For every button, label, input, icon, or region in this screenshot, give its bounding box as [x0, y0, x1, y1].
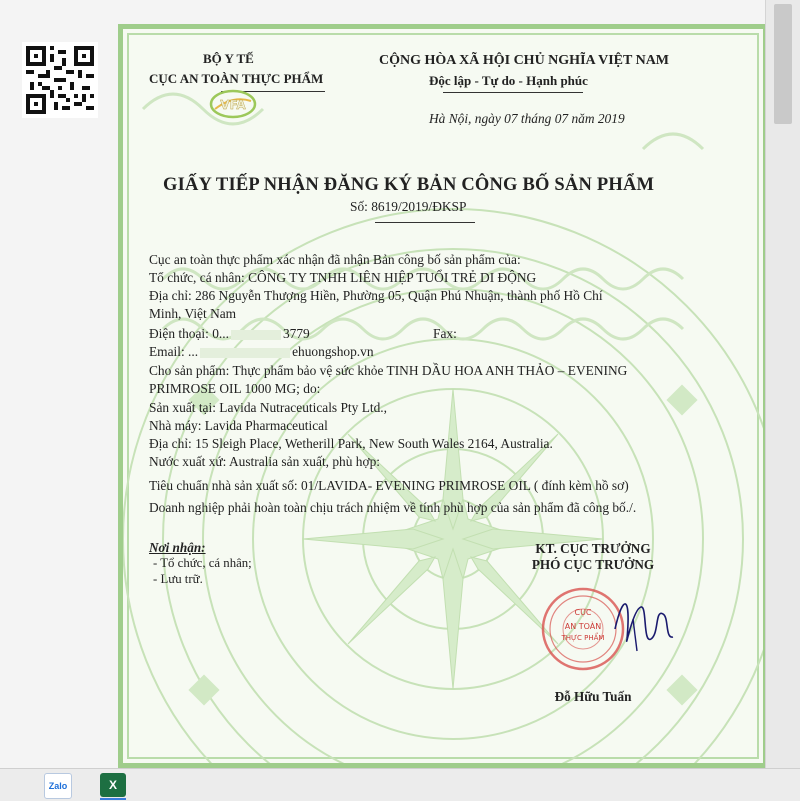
phone-line [149, 326, 310, 342]
republic-name: CỘNG HÒA XÃ HỘI CHỦ NGHĨA VIỆT NAM [379, 53, 670, 68]
stamp-text-bot: THỰC PHẨM [561, 634, 605, 642]
body-line: Cho sản phẩm: Thực phẩm bảo vệ sức khỏe TINH DẦU HOA ANH THẢO – EVENING [149, 363, 628, 378]
stamp-text-mid: AN TOÀN [564, 622, 602, 631]
stamp-text-top: CỤC [574, 608, 592, 617]
body-line: Cục an toàn thực phẩm xác nhận đã nhận Bản công bố sản phẩm của: [149, 252, 521, 267]
scrollbar-thumb[interactable] [774, 4, 792, 124]
signer-role-2: PHÓ CỤC TRƯỞNG [531, 557, 655, 572]
vfa-logo [209, 89, 257, 119]
vertical-scrollbar[interactable] [765, 0, 800, 768]
redacted-block [200, 348, 290, 358]
fax-label: Fax: [433, 326, 457, 341]
email-line [149, 344, 374, 360]
body-line: Tiêu chuẩn nhà sản xuất số: 01/LAVIDA- EVENING PRIMROSE OIL ( đính kèm hồ sơ) [149, 478, 629, 493]
body-line: Địa chỉ: 286 Nguyễn Thượng Hiền, Phường 05, Quận Phú Nhuận, thành phố Hồ Chí [149, 288, 603, 303]
taskbar [0, 768, 800, 801]
handwritten-signature [603, 589, 683, 659]
body-line: Tổ chức, cá nhân: CÔNG TY TNHH LIÊN HIỆP TUỔI TRẺ DI ĐỘNG [149, 270, 537, 285]
body-line: Nhà máy: Lavida Pharmaceutical [149, 418, 328, 433]
email-tail: ehuongshop.vn [292, 344, 374, 359]
national-motto: Độc lập - Tự do - Hạnh phúc [429, 73, 588, 88]
qr-code [22, 42, 98, 118]
excel-app-icon[interactable]: X [100, 773, 126, 797]
phone-tail: 3779 [282, 326, 310, 341]
document-number: Số: 8619/2019/ĐKSP [350, 199, 467, 214]
phone-label: Điện thoại: 0... [149, 326, 229, 341]
signer-role-1: KT. CỤC TRƯỞNG [535, 541, 651, 556]
body-line: Doanh nghiệp phải hoàn toàn chịu trách nhiệm về tính phù hợp của sản phẩm đã công bố./. [149, 500, 637, 515]
redacted-block [231, 330, 281, 340]
certificate-page [118, 24, 768, 768]
place-date: Hà Nội, ngày 07 tháng 07 năm 2019 [429, 111, 625, 126]
recipient-item: - Tổ chức, cá nhân; [153, 556, 252, 570]
body-line: Minh, Việt Nam [149, 306, 237, 321]
recipients-label: Nơi nhận: [149, 540, 206, 555]
signer-name: Đỗ Hữu Tuấn [554, 689, 632, 704]
body-line: Địa chỉ: 15 Sleigh Place, Wetherill Park, New South Wales 2164, Australia. [149, 436, 553, 451]
document-title: GIẤY TIẾP NHẬN ĐĂNG KÝ BẢN CÔNG BỐ SẢN PHẨM [163, 175, 655, 195]
motto-underline [443, 92, 583, 93]
vfa-logo-text: VFA [220, 98, 246, 112]
number-underline [375, 222, 475, 223]
recipient-item: - Lưu trữ. [153, 572, 203, 586]
zalo-app-icon[interactable]: Zalo [44, 773, 72, 799]
body-line: Sản xuất tại: Lavida Nutraceuticals Pty Ltd., [149, 400, 387, 415]
department-name: CỤC AN TOÀN THỰC PHẨM [149, 71, 324, 86]
body-line: Nước xuất xứ: Australia sản xuất, phù hợp: [149, 454, 380, 469]
email-label: Email: ... [149, 344, 199, 359]
body-line: PRIMROSE OIL 1000 MG; do: [149, 381, 321, 396]
ministry-name: BỘ Y TẾ [203, 51, 254, 66]
